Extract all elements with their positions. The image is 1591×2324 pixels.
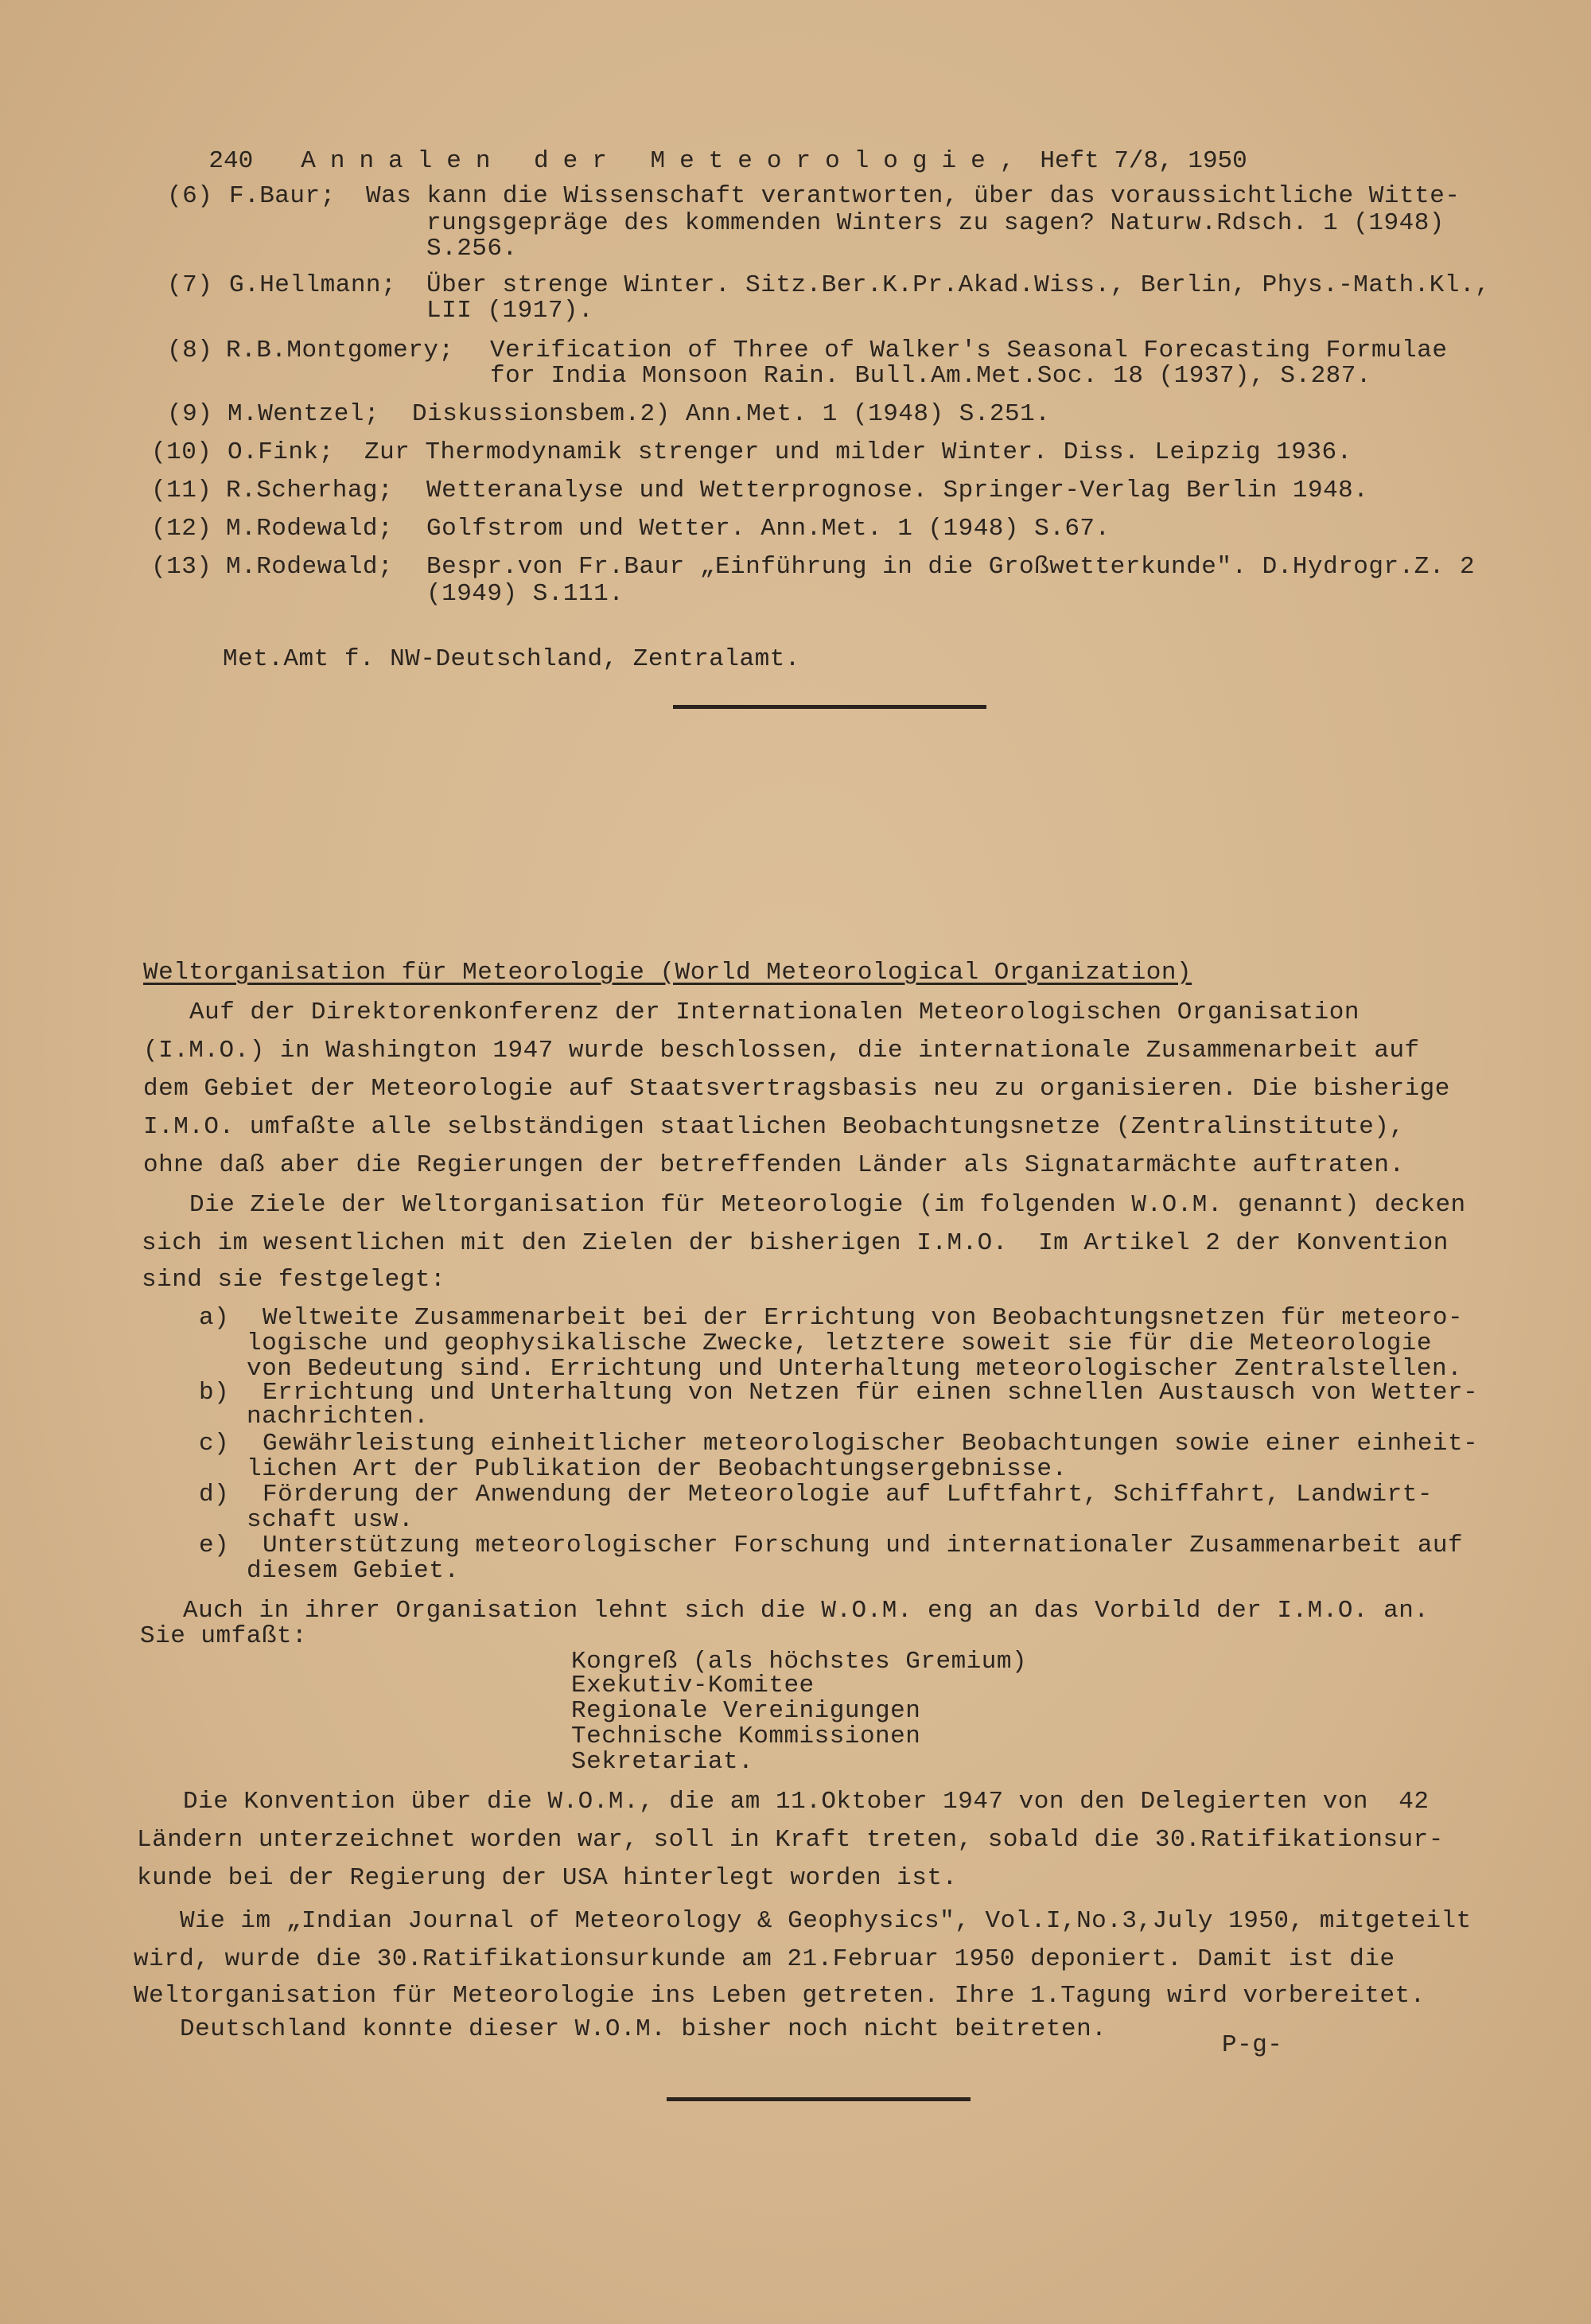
goal-label: a) [199, 1304, 230, 1332]
text-line: Wie im „Indian Journal of Meteorology & Geophysics", Vol.I,No.3,July 1950, mitgeteilt [180, 1907, 1472, 1935]
ref-text: Golfstrom und Wetter. Ann.Met. 1 (1948) S.67. [426, 515, 1111, 543]
goal-text: Unterstützung meteorologischer Forschung und internationaler Zusammenarbeit auf [263, 1532, 1464, 1559]
ref-text: Diskussionsbem.2) Ann.Met. 1 (1948) S.251. [412, 400, 1051, 428]
goal-label: d) [199, 1481, 230, 1508]
ref-text: S.256. [426, 235, 518, 263]
text-line: ohne daß aber die Regierungen der betreffenden Länder als Signatarmächte auftraten. [143, 1151, 1405, 1179]
text-line: Die Ziele der Weltorganisation für Meteorologie (im folgenden W.O.M. genannt) decken [189, 1191, 1466, 1219]
ref-author: M.Rodewald; [226, 553, 394, 581]
goal-text: Errichtung und Unterhaltung von Netzen für einen schnellen Austausch von Wetter- [263, 1379, 1479, 1407]
ref-number: (6) [167, 182, 213, 210]
ref-author: M.Rodewald; [226, 515, 394, 543]
ref-text: rungsgepräge des kommenden Winters zu sagen? Naturw.Rdsch. 1 (1948) [426, 209, 1445, 237]
text-line: I.M.O. umfaßte alle selbständigen staatlichen Beobachtungsnetze (Zentralinstitute), [143, 1113, 1405, 1141]
ref-number: (13) [151, 553, 212, 581]
ref-author: R.Scherhag; [226, 477, 394, 504]
text-line: Weltorganisation für Meteorologie ins Leben getreten. Ihre 1.Tagung wird vorbereitet. [134, 1982, 1426, 2010]
ref-text: (1949) S.111. [426, 580, 624, 608]
ref-number: (8) [167, 337, 213, 364]
ref-author: M.Wentzel; [228, 400, 380, 428]
ref-text: Über strenge Winter. Sitz.Ber.K.Pr.Akad.Wiss., Berlin, Phys.-Math.Kl., [426, 271, 1491, 299]
organ-item: Sekretariat. [571, 1748, 754, 1776]
goal-text: Förderung der Anwendung der Meteorologie auf Luftfahrt, Schiffahrt, Landwirt- [263, 1481, 1433, 1508]
page-number: 240 [208, 147, 254, 175]
goal-label: b) [199, 1379, 230, 1407]
issue-label: Heft 7/8, 1950 [1040, 147, 1247, 175]
ref-author: O.Fink; [228, 438, 334, 466]
text-line: (I.M.O.) in Washington 1947 wurde beschlossen, die internationale Zusammenarbeit auf [143, 1037, 1420, 1065]
ref-text: Wetteranalyse und Wetterprognose. Springer-Verlag Berlin 1948. [426, 477, 1369, 504]
ref-text: Zur Thermodynamik strenger und milder Winter. Diss. Leipzig 1936. [364, 438, 1352, 466]
goal-text: lichen Art der Publikation der Beobachtungsergebnisse. [247, 1455, 1068, 1483]
signature: P-g- [1222, 2031, 1283, 2059]
text-line: sind sie festgelegt: [142, 1266, 446, 1294]
ref-number: (7) [167, 271, 213, 299]
ref-author: R.B.Montgomery; [226, 337, 454, 364]
ref-number: (11) [151, 477, 212, 504]
ref-number: (10) [151, 438, 212, 466]
journal-title: Annalen der Meteorologie, [301, 147, 1029, 175]
goal-label: e) [199, 1532, 230, 1559]
text-line: Ländern unterzeichnet worden war, soll in Kraft treten, sobald die 30.Ratifikationsur- [137, 1826, 1444, 1854]
text-line: Sie umfaßt: [140, 1622, 308, 1650]
ref-text: Bespr.von Fr.Baur „Einführung in die Großwetterkunde". D.Hydrogr.Z. 2 [426, 553, 1476, 581]
ref-author: F.Baur; [229, 182, 336, 210]
ref-number: (9) [167, 400, 213, 428]
goal-text: nachrichten. [247, 1403, 430, 1431]
article-heading: Weltorganisation für Meteorologie (World Meteorological Organization) [143, 959, 1192, 987]
goal-text: Weltweite Zusammenarbeit bei der Errichtung von Beobachtungsnetzen für meteoro- [263, 1304, 1464, 1332]
closing-line: Deutschland konnte dieser W.O.M. bisher noch nicht beitreten. [180, 2015, 1107, 2043]
text-line: Auch in ihrer Organisation lehnt sich die W.O.M. eng an das Vorbild der I.M.O. an. [183, 1597, 1430, 1625]
goal-label: c) [199, 1430, 230, 1458]
organ-item: Kongreß (als höchstes Gremium) [571, 1648, 1028, 1676]
goal-text: diesem Gebiet. [247, 1557, 460, 1585]
ref-text: Verification of Three of Walker's Seasonal Forecasting Formulae [490, 337, 1448, 364]
ref-author: G.Hellmann; [229, 271, 397, 299]
organ-item: Regionale Vereinigungen [571, 1697, 921, 1725]
section-divider [673, 705, 986, 709]
organ-item: Exekutiv-Komitee [571, 1672, 815, 1699]
text-line: wird, wurde die 30.Ratifikationsurkunde am 21.Februar 1950 deponiert. Damit ist die [134, 1945, 1395, 1973]
ref-number: (12) [151, 515, 212, 543]
text-line: sich im wesentlichen mit den Zielen der bisherigen I.M.O. Im Artikel 2 der Konvention [142, 1229, 1449, 1257]
ref-text: for India Monsoon Rain. Bull.Am.Met.Soc. 18 (1937), S.287. [490, 362, 1371, 390]
ref-text: Was kann die Wissenschaft verantworten, über das voraussichtliche Witte- [366, 182, 1461, 210]
affiliation: Met.Amt f. NW-Deutschland, Zentralamt. [223, 645, 800, 673]
ref-text: LII (1917). [426, 297, 594, 325]
text-line: kunde bei der Regierung der USA hinterlegt worden ist. [137, 1864, 958, 1892]
end-divider [667, 2097, 971, 2101]
goal-text: schaft usw. [247, 1506, 414, 1534]
goal-text: logische und geophysikalische Zwecke, letztere soweit sie für die Meteorologie [247, 1329, 1433, 1357]
goal-text: von Bedeutung sind. Errichtung und Unterhaltung meteorologischer Zentralstellen. [247, 1355, 1463, 1383]
text-line: Auf der Direktorenkonferenz der Internationalen Meteorologischen Organisation [189, 999, 1360, 1026]
goal-text: Gewährleistung einheitlicher meteorologischer Beobachtungen sowie einer einheit- [263, 1430, 1479, 1458]
text-line: Die Konvention über die W.O.M., die am 11.Oktober 1947 von den Delegierten von 42 [183, 1788, 1430, 1816]
text-line: dem Gebiet der Meteorologie auf Staatsvertragsbasis neu zu organisieren. Die bisherige [143, 1075, 1450, 1103]
organ-item: Technische Kommissionen [571, 1723, 921, 1750]
